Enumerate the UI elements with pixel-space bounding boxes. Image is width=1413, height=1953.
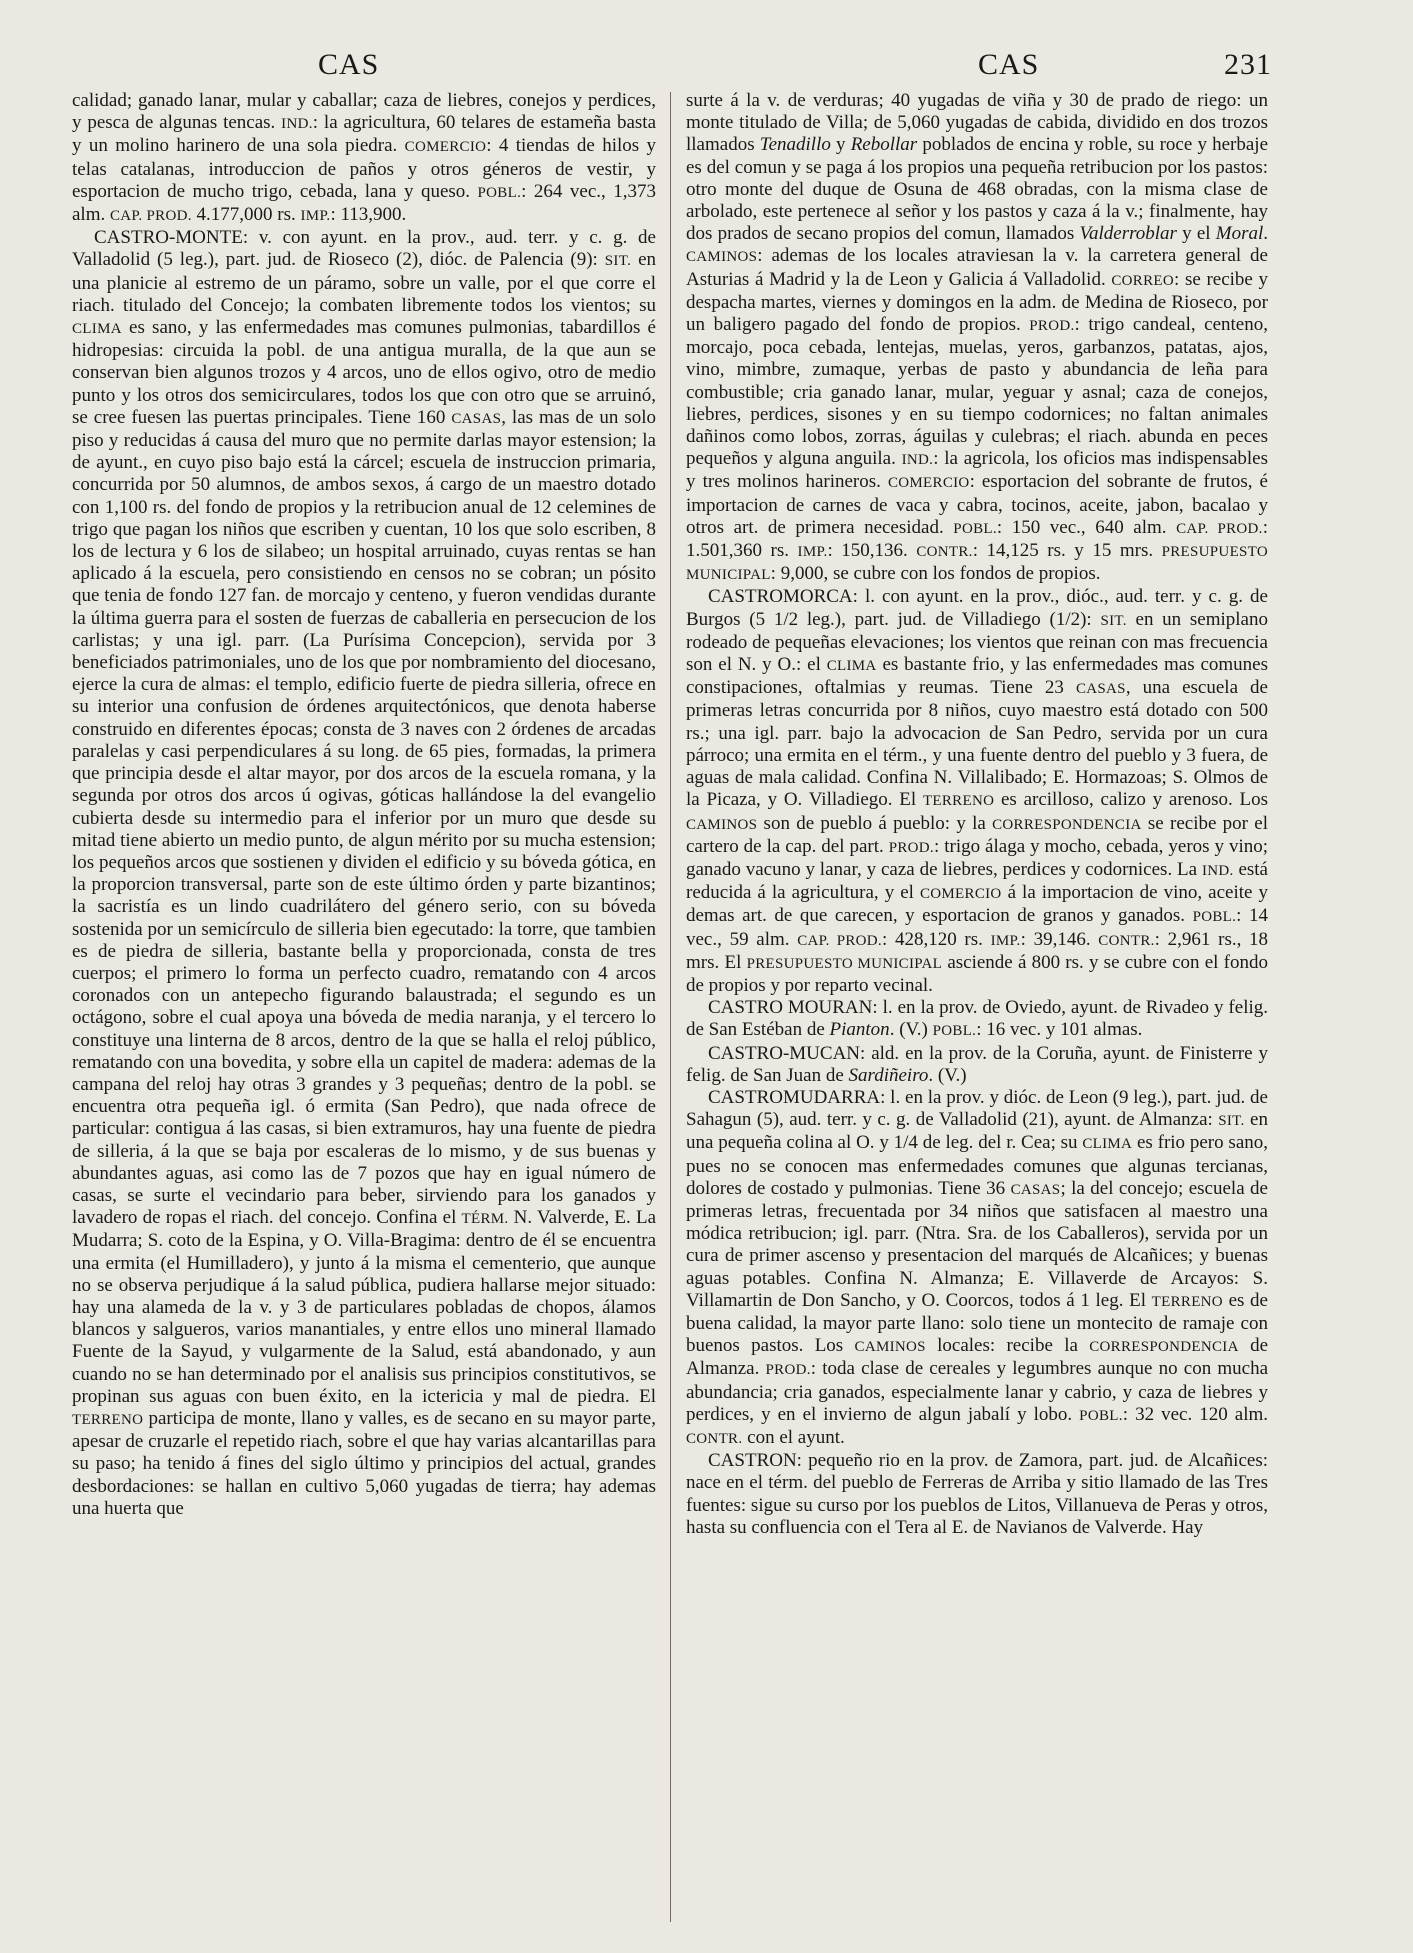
right-column: [686, 90, 1268, 1940]
entry-castro-mucan: CASTRO-MUCAN: ald. en la prov. de la Coruña, ayunt. de Finisterre y felig. de San Juan de Sardiñeiro. (V.): [686, 1042, 1268, 1086]
entry-castromorca: CASTROMORCA: l. con ayunt. en la prov., dióc., aud. terr. y c. g. de Burgos (5 1/2 leg.), part. jud. de Villadiego (1/2): SIT. en un semiplano rodeado de pequeñas elevaciones; los vientos que reinan con mas frecuencia son el N. y O.: el CLIMA es bastante frio, y las enfermedades mas comunes constipaciones, oftalmias y reumas. Tiene 23 CASAS, una escuela de primeras letras concurrida por 8 niños, cuyo maestro está dotado con 500 rs.; una igl. parr. bajo la advocacion de San Pedro, servida por un cura párroco; una ermita en el térm., y una fuente dentro del pueblo y 3 fuera, de aguas de mala calidad. Confina N. Villalibado; E. Hormazoas; S. Olmos de la Picaza, y O. Villadiego. El TERRENO es arcilloso, calizo y arenoso. Los CAMINOS son de pueblo á pueblo: y la CORRESPONDENCIA se recibe por el cartero de la cap. del part. PROD.: trigo álaga y mocho, cebada, yeros y vino; ganado vacuno y lanar, y caza de liebres, perdices y codornices. La IND. está reducida á la agricultura, y el COMERCIO á la importacion de vino, aceite y demas art. de que carecen, y esportacion de granos y ganados. POBL.: 14 vec., 59 alm. CAP. PROD.: 428,120 rs. IMP.: 39,146. CONTR.: 2,961 rs., 18 mrs. El PRESUPUESTO MUNICIPAL asciende á 800 rs. y se cubre con el fondo de propios y por reparto vecinal.: [686, 586, 1268, 996]
running-head-right: CAS: [978, 48, 1040, 81]
entry-continuation: calidad; ganado lanar, mular y caballar; caza de liebres, conejos y perdices, y pesca de algunas tencas. IND.: la agricultura, 60 telares de estameña basta y un molino harinero de una sola piedra. COMERCIO: 4 tiendas de hilos y telas catalanas, introduccion de paños y otros géneros de vestir, y esportacion de mucho trigo, cebada, lana y queso. POBL.: 264 vec., 1,373 alm. CAP. PROD. 4.177,000 rs. IMP.: 113,900.: [72, 90, 656, 226]
entry-castro-mouran: CASTRO MOURAN: l. en la prov. de Oviedo, ayunt. de Rivadeo y felig. de San Estéban de Pianton. (V.) POBL.: 16 vec. y 101 almas.: [686, 997, 1268, 1041]
entry-castromudarra: CASTROMUDARRA: l. en la prov. y dióc. de Leon (9 leg.), part. jud. de Sahagun (5), aud. terr. y c. g. de Valladolid (21), ayunt. de Almanza: SIT. en una pequeña colina al O. y 1/4 de leg. del r. Cea; su CLIMA es frio pero sano, pues no se conocen mas enfermedades comunes que algunas tercianas, dolores de costado y pulmonias. Tiene 36 CASAS; la del concejo; escuela de primeras letras, frecuentada por 34 niños que satisfacen al maestro una módica retribucion; igl. parr. (Ntra. Sra. de los Caballeros), servida por un cura de primer ascenso y presentacion del marqués de Alcañices; y buenas aguas potables. Confina N. Almanza; E. Villaverde de Arcayos: S. Villamartin de Don Sancho, y O. Coorcos, todos á 1 leg. El TERRENO es de buena calidad, la mayor parte llano: solo tiene un montecito de ramaje con buenos pastos. Los CAMINOS locales: recibe la CORRESPONDENCIA de Almanza. PROD.: toda clase de cereales y legumbres aunque no con mucha abundancia; cria ganados, especialmente lanar y cabrio, y caza de liebres y perdices, y en el invierno de algun jabalí y lobo. POBL.: 32 vec. 120 alm. CONTR. con el ayunt.: [686, 1086, 1268, 1448]
column-divider: [670, 92, 671, 1922]
page-number: 231: [1224, 48, 1272, 81]
entry-castro-monte: CASTRO-MONTE: v. con ayunt. en la prov., aud. terr. y c. g. de Valladolid (5 leg.), part. jud. de Rioseco (2), dióc. de Palencia (9): SIT. en una planicie al estremo de un páramo, sobre un valle, por el que corre el riach. titulado del Concejo; la combaten libremente todos los vientos; su CLIMA es sano, y las enfermedades mas comunes pulmonias, tabardillos é hidropesias: circuida la pobl. de una antigua muralla, de la que aun se conservan bien algunos trozos y 4 arcos, uno de ellos ogivo, otro de medio punto y los otros dos semicirculares, todos los que con otro que se arruinó, se cree fuesen las puertas principales. Tiene 160 CASAS, las mas de un solo piso y reducidas á causa del muro que no permite darlas mayor estension; la de ayunt., en cuyo piso bajo está la cárcel; escuela de instruccion primaria, concurrida por 50 alumnos, de ambos sexos, á cargo de un maestro dotado con 1,100 rs. del fondo de propios y la retribucion anual de 12 celemines de trigo que pagan los niños que escriben y cuentan, 10 los que solo escriben, 8 los de lectura y 6 los de silabeo; un hospital arruinado, cuyas rentas se han aplicado á la escuela, pero consistiendo en censos no se cobran; un pósito que tenia de fondo 127 fan. de morcajo y centeno, y fueron vendidas durante la última guerra para el sosten de fuerzas de caballeria en persecucion de los carlistas; y una igl. parr. (La Purísima Concepcion), servida por 3 beneficiados patrimoniales, uno de los que por nombramiento del diocesano, ejerce la cura de almas: el templo, edificio fuerte de piedra silleria, ofrece en su interior una confusion de órdenes arquitectónicos, que denota haberse construido en diferentes épocas; consta de 3 naves con 2 órdenes de arcadas paralelas y casi perpendiculares á su long. de 65 pies, formadas, la primera que principia desde el altar mayor, por dos arcos de la escuela romana, y la segunda por otros dos arcos ú ogivas, góticas hallándose la del evangelio cubierta desde su intermedio para el inferior por un muro que desde su mitad tiene abierto un medio punto, de algun mérito por su mucha estension; los pequeños arcos que sostienen y dividen el edificio y su bóveda gótica, en la proporcion transversal, parte son de este último órden y parte bizantinos; la sacristía es un lindo cuadrilátero del género serio, con su bóveda sostenida por un semicírculo de silleria bien egecutado: la torre, que tambien es de piedra de silleria, bastante bella y proporcionada, consta de tres cuerpos; el primero lo forma un perfecto cuadro, rematando con 4 arcos coronados con un antepecho figurando balaustrada; el segundo es un octágono, sobre el cual apoya una bóveda de media naranja, y el tercero lo constituye una linterna de 8 arcos, dentro de la que se halla el reloj público, rematando con una bovedita, y sobre ella un capitel de madera: ademas de la campana del reloj hay otras 3 grandes y 3 pequeñas; dentro de la pobl. se encuentra otra pequeña igl. ó ermita (San Pedro), que nada ofrece de particular: contigua á las casas, si bien extramuros, hay una fuente de piedra de silleria, á la que se baja por escaleras de lo mismo, y de sus buenas y abundantes aguas, asi como las de 7 pozos que hay en igual número de casas, se surte el vecindario para beber, sirviendo para los ganados y lavadero de ropas el riach. del concejo. Confina el TÉRM. N. Valverde, E. La Mudarra; S. coto de la Espina, y O. Villa-Bragima: dentro de él se encuentra una ermita (el Humilladero), y junto á la misma el cementerio, que aunque no se observa perjudique á la salud pública, pudiera hallarse mejor situado: hay una alameda de la v. y 3 de particulares pobladas de chopos, álamos blancos y salgueros, varios manantiales, y entre ellos uno mineral llamado Fuente de la Sayud, y vulgarmente de la Salud, está abandonado, y aun cuando no se han determinado por el analisis sus principios constitutivos, se propinan sus aguas con buen éxito, en la ictericia y mal de piedra. El TERRENO participa de monte, llano y valles, es de secano en su mayor parte, apesar de cruzarle el repetido riach, sobre el que hay varias alcantarillas para su paso; ha tenido á fines del siglo último y principios del actual, grandes desbordaciones: se hallan en cultivo 5,060 yugadas de tierra; hay ademas una huerta que: [72, 227, 656, 1519]
left-column: [72, 90, 656, 1940]
entry-castron: CASTRON: pequeño rio en la prov. de Zamora, part. jud. de Alcañices: nace en el térm. del pueblo de Ferreras de Arriba y sitio llamado de las Tres fuentes: sigue su curso por los pueblos de Litos, Villanueva de Peras y otros, hasta su confluencia con el Tera al E. de Navianos de Valverde. Hay: [686, 1450, 1268, 1538]
running-head-left: CAS: [318, 48, 380, 81]
entry-continuation-castro-monte: surte á la v. de verduras; 40 yugadas de viña y 30 de prado de riego: un monte titulado de Villa; de 5,060 yugadas de cabida, dividido en dos trozos llamados Tenadillo y Rebollar poblados de encina y roble, su roce y herbaje es del comun y se paga á los propios una pequeña retribucion por los pastos: otro monte del duque de Osuna de 468 obradas, con la misma clase de arbolado, este pertenece al señor y los pastos y caza á la v.; finalmente, hay dos prados de secano propios del comun, llamados Valderroblar y el Moral. CAMINOS: ademas de los locales atraviesan la v. la carretera general de Asturias á Madrid y la de Leon y Galicia á Valladolid. CORREO: se recibe y despacha martes, viernes y domingos en la adm. de Medina de Rioseco, por un baligero pagado del fondo de propios. PROD.: trigo candeal, centeno, morcajo, poca cebada, lentejas, muelas, yeros, garbanzos, patatas, ajos, vino, mimbre, zumaque, yerbas de pasto y abundancia de leña para combustible; cria ganado lanar, mular, yeguar y asnal; caza de conejos, liebres, perdices, sisones y en su tiempo codornices; no faltan animales dañinos como lobos, zorras, águilas y culebras; el riach. abunda en peces pequeños y alguna anguila. IND.: la agricola, los oficios mas indispensables y tres molinos harineros. COMERCIO: esportacion del sobrante de frutos, é importacion de carnes de vaca y cabra, tocinos, aceite, jabon, bacalao y otros art. de primera necesidad. POBL.: 150 vec., 640 alm. CAP. PROD.: 1.501,360 rs. IMP.: 150,136. CONTR.: 14,125 rs. y 15 mrs. PRESUPUESTO MUNICIPAL: 9,000, se cubre con los fondos de propios.: [686, 90, 1268, 585]
